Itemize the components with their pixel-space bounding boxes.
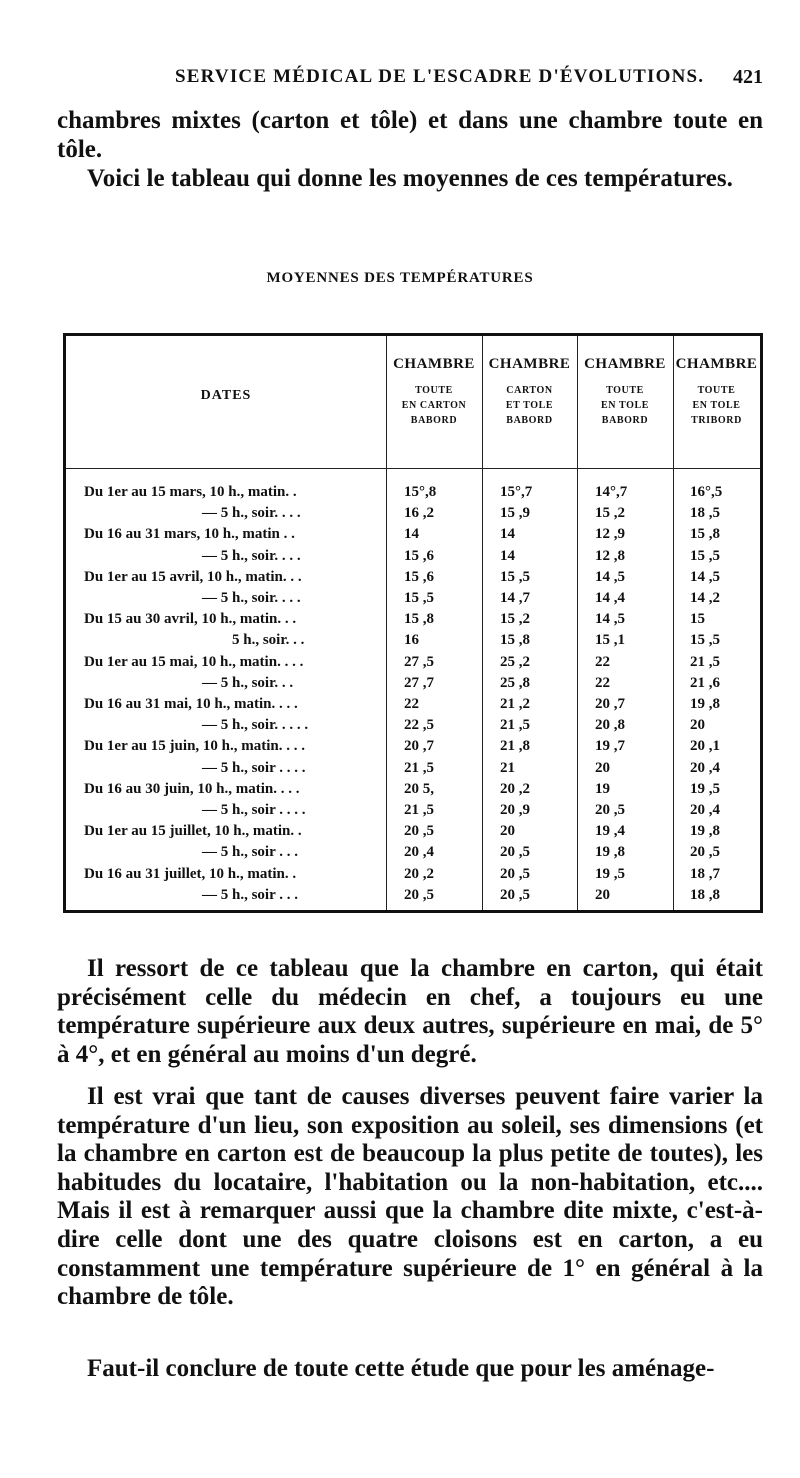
row-value: 19 ,8 (690, 696, 720, 712)
row-value: 20 ,7 (595, 696, 625, 712)
row-value: 15 ,5 (690, 547, 720, 564)
column-header-title: CHAMBRE (488, 356, 571, 372)
column-header-mixte-babord (482, 336, 577, 468)
row-value: 20 ,4 (690, 802, 720, 818)
row-value: 20 (500, 823, 515, 840)
row-date: Du 1er au 15 juin, 10 h., matin. . . . (84, 738, 306, 755)
row-date: Du 16 au 31 juillet, 10 h., matin. . (84, 865, 297, 882)
row-value: 20 (595, 886, 610, 903)
table-row (66, 611, 760, 633)
column-header-carton-babord (386, 336, 482, 468)
row-value: 20 ,5 (500, 886, 530, 903)
row-value: 21 ,5 (404, 759, 434, 776)
row-value: 19 ,4 (595, 823, 625, 840)
temperature-table (63, 333, 763, 913)
row-value: 15 ,5 (690, 632, 720, 649)
row-date: — 5 h., soir . . . (202, 844, 298, 861)
row-value: 20 ,2 (404, 865, 434, 882)
row-date: — 5 h., soir. . . . . (202, 717, 309, 734)
row-value: 18 ,7 (690, 865, 720, 882)
row-value: 21 ,8 (500, 738, 530, 755)
row-value: 14 ,5 (690, 568, 720, 585)
row-value: 19 ,7 (595, 738, 625, 755)
row-value: 20 ,5 (404, 823, 434, 840)
row-value: 20 ,2 (500, 780, 530, 797)
intro-paragraph: Voici le tableau qui donne les moyennes de ces températures. (87, 165, 733, 192)
row-value: 19 ,5 (690, 780, 720, 797)
column-header-sub: TOUTE EN TOLE BABORD (600, 385, 650, 426)
row-value: 19 ,8 (595, 844, 625, 861)
row-value: 12 ,9 (595, 526, 625, 543)
row-value: 20 ,5 (595, 802, 625, 818)
row-value: 22 (595, 674, 610, 691)
table-row (66, 526, 760, 548)
row-date: 5 h., soir. . . (232, 632, 305, 649)
row-value: 20 ,4 (404, 844, 434, 861)
row-value: 14 ,5 (595, 611, 625, 628)
row-value: 14 ,2 (690, 590, 720, 606)
row-value: 19 ,5 (595, 865, 625, 882)
table-row (66, 760, 760, 782)
column-header-sub: TOUTE EN TOLE TRIBORD (691, 385, 742, 426)
row-value: 12 ,8 (595, 547, 625, 564)
table-row (66, 569, 760, 591)
table-row (66, 654, 760, 676)
row-value: 15 ,5 (404, 590, 434, 606)
table-row (66, 823, 760, 845)
row-value: 15 ,8 (404, 611, 434, 628)
row-date: Du 1er au 15 mai, 10 h., matin. . . . (84, 653, 304, 670)
row-value: 14 (500, 526, 515, 543)
table-row (66, 548, 760, 570)
column-header-sub: TOUTE EN CARTON BABORD (401, 385, 467, 426)
row-value: 20 ,9 (500, 802, 530, 818)
running-title: SERVICE MÉDICAL DE L'ESCADRE D'ÉVOLUTIONS. (175, 66, 705, 87)
row-date: Du 1er au 15 mars, 10 h., matin. . (84, 484, 297, 500)
table-caption: MOYENNES DES TEMPÉRATURES (266, 270, 534, 286)
row-date: — 5 h., soir. . . . (202, 590, 301, 606)
row-value: 15 ,9 (500, 505, 530, 522)
row-value: 15 ,1 (595, 632, 625, 649)
row-value: 15 ,2 (500, 611, 530, 628)
row-value: 20 ,1 (690, 738, 720, 755)
table-row (66, 781, 760, 803)
table-row (66, 717, 760, 739)
row-date: Du 16 au 31 mai, 10 h., matin. . . . (84, 696, 298, 712)
row-value: 16°,5 (690, 484, 723, 500)
column-header-title: CHAMBRE (584, 356, 666, 372)
row-value: 20 ,5 (500, 865, 530, 882)
table-row (66, 675, 760, 697)
row-date: — 5 h., soir. . . . (202, 547, 301, 564)
row-value: 20 (690, 717, 705, 734)
row-value: 14°,7 (595, 484, 628, 500)
column-header-title: CHAMBRE (393, 356, 475, 372)
row-value: 15°,8 (404, 484, 437, 500)
row-value: 20 ,7 (404, 738, 434, 755)
row-value: 21 ,6 (690, 674, 720, 691)
row-value: 16 ,2 (404, 505, 434, 522)
row-value: 25 ,2 (500, 653, 530, 670)
row-value: 21 ,5 (500, 717, 530, 734)
row-value: 19 ,8 (690, 823, 720, 840)
row-value: 22 (404, 696, 419, 712)
row-date: — 5 h., soir . . . (202, 886, 298, 903)
row-value: 20 ,4 (690, 759, 720, 776)
row-value: 14 ,7 (500, 590, 530, 606)
table-row (66, 802, 760, 824)
table-row (66, 696, 760, 718)
row-date: Du 16 au 31 mars, 10 h., matin . . (84, 526, 295, 543)
row-value: 27 ,7 (404, 674, 434, 691)
row-date: Du 15 au 30 avril, 10 h., matin. . . (84, 611, 297, 628)
row-value: 15 ,8 (690, 526, 720, 543)
row-value: 25 ,8 (500, 674, 530, 691)
table-row (66, 738, 760, 760)
row-value: 20 ,5 (404, 886, 434, 903)
row-date: — 5 h., soir . . . . (202, 759, 306, 776)
row-date: — 5 h., soir . . . . (202, 802, 306, 818)
row-value: 15°,7 (500, 484, 533, 500)
header-divider (66, 468, 760, 469)
row-date: Du 1er au 15 juillet, 10 h., matin. . (84, 823, 302, 840)
row-value: 15 ,6 (404, 568, 434, 585)
intro-paragraph-continued: chambres mixtes (carton et tôle) et dans une chambre toute en tôle. (57, 107, 763, 163)
row-value: 15 ,2 (595, 505, 625, 522)
body-paragraph: Il ressort de ce tableau que la chambre en carton, qui était précisément celle du médecin en chef, a toujours eu une température supérieure aux deux autres, supérieure en mai, de 5° à 4°, et en général au moins d'un degré. (57, 955, 763, 1068)
body-paragraph: Il est vrai que tant de causes diverses peuvent faire varier la température d'un lieu, son exposition au soleil, ses dimensions (et la chambre en carton est de beaucoup la plus petite de toutes), les habitudes du locataire, l'habitation ou la non-habitation, etc.... Mais il est à remarquer aussi que la chambre dite mixte, c'est-à-dire celle dont une des quatre cloisons est en carton, a eu constamment une température supérieure de 1° en général à la chambre de tôle. (57, 1083, 763, 1311)
row-value: 21 (500, 759, 515, 776)
row-value: 15 ,8 (500, 632, 530, 649)
table-row (66, 887, 760, 909)
row-value: 14 (404, 526, 419, 543)
row-value: 14 ,4 (595, 590, 625, 606)
row-date: — 5 h., soir. . . . (202, 505, 301, 522)
table-row (66, 505, 760, 527)
column-header-tole-tribord (673, 336, 760, 468)
row-value: 15 ,6 (404, 547, 434, 564)
running-head (0, 66, 800, 92)
table-row (66, 590, 760, 612)
row-value: 27 ,5 (404, 653, 434, 670)
column-header-tole-babord (577, 336, 673, 468)
page-number: 421 (733, 66, 763, 88)
row-date: — 5 h., soir. . . (202, 674, 294, 691)
row-value: 20 ,8 (595, 717, 625, 734)
row-value: 14 (500, 547, 515, 564)
row-date: Du 1er au 15 avril, 10 h., matin. . . (84, 568, 302, 585)
body-paragraph: Faut-il conclure de toute cette étude que pour les aménage- (87, 1355, 715, 1382)
row-value: 15 ,5 (500, 568, 530, 585)
row-value: 21 ,5 (690, 653, 720, 670)
table-row (66, 866, 760, 888)
row-value: 20 5, (404, 780, 434, 797)
column-header-sub: CARTON ET TOLE BABORD (505, 385, 554, 426)
row-value: 15 (690, 611, 705, 628)
row-value: 20 ,5 (500, 844, 530, 861)
row-value: 20 ,5 (690, 844, 720, 861)
table-row (66, 632, 760, 654)
row-value: 14 ,5 (595, 568, 625, 585)
row-value: 18 ,8 (690, 886, 720, 903)
row-date: Du 16 au 30 juin, 10 h., matin. . . . (84, 780, 300, 797)
table-row (66, 484, 760, 506)
row-value: 21 ,5 (404, 802, 434, 818)
column-header-title: CHAMBRE (675, 356, 758, 372)
dates-column-header: DATES (200, 388, 252, 403)
row-value: 20 (595, 759, 610, 776)
row-value: 22 ,5 (404, 717, 434, 734)
row-value: 21 ,2 (500, 696, 530, 712)
table-row (66, 844, 760, 866)
row-value: 18 ,5 (690, 505, 720, 522)
row-value: 22 (595, 653, 610, 670)
row-value: 16 (404, 632, 419, 649)
row-value: 19 (595, 780, 610, 797)
